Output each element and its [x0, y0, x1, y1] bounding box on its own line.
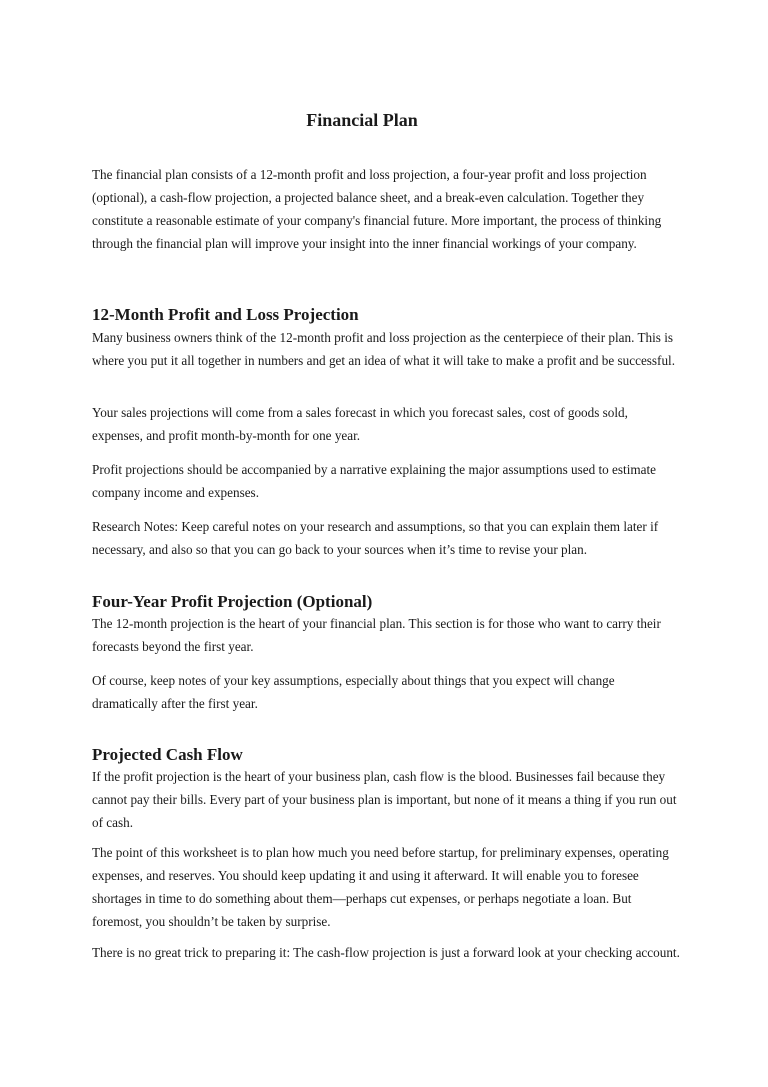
section-heading-cash-flow: Projected Cash Flow: [92, 745, 243, 764]
section-paragraph: If the profit projection is the heart of your business plan, cash flow is the blood. Businesses fail because they cannot pay their bills. Every part of your business plan is important, but none of it means a thing if you run out of cash.: [92, 769, 677, 830]
section-heading-four-year: Four-Year Profit Projection (Optional): [92, 592, 373, 611]
section-paragraph: Of course, keep notes of your key assumptions, especially about things that you expect will change dramatically after the first year.: [92, 673, 615, 711]
document-title: Financial Plan: [306, 110, 418, 130]
section-heading-profit-loss: 12-Month Profit and Loss Projection: [92, 305, 359, 324]
section-paragraph: Many business owners think of the 12-month profit and loss projection as the centerpiece of their plan. This is where you put it all together in numbers and get an idea of what it will take to make a profit and be successful.: [92, 330, 676, 368]
section-paragraph: Profit projections should be accompanied by a narrative explaining the major assumptions used to estimate company income and expenses.: [92, 462, 656, 500]
section-paragraph: The 12-month projection is the heart of your financial plan. This section is for those who want to carry their forecasts beyond the first year.: [92, 616, 661, 654]
intro-paragraph: The financial plan consists of a 12-month profit and loss projection, a four-year profit and loss projection (optional), a cash-flow projection, a projected balance sheet, and a break-even calculation. Together they constitute a reasonable estimate of your company's financial future. More important, the process of thinking through the financial plan will improve your insight into the inner financial workings of your company.: [92, 167, 662, 251]
section-paragraph: The point of this worksheet is to plan how much you need before startup, for preliminary expenses, operating expenses, and reserves. You should keep updating it and using it afterward. It will enable you to foresee shortages in time to do something about them—perhaps cut expenses, or perhaps negotiate a loan. But foremost, you shouldn’t be taken by surprise.: [92, 845, 669, 929]
section-paragraph: There is no great trick to preparing it: The cash-flow projection is just a forward look at your checking account.: [92, 945, 680, 960]
section-paragraph: Your sales projections will come from a sales forecast in which you forecast sales, cost of goods sold, expenses, and profit month-by-month for one year.: [92, 405, 628, 443]
section-paragraph: Research Notes: Keep careful notes on your research and assumptions, so that you can explain them later if necessary, and also so that you can go back to your sources when it’s time to revise your plan.: [92, 519, 659, 557]
